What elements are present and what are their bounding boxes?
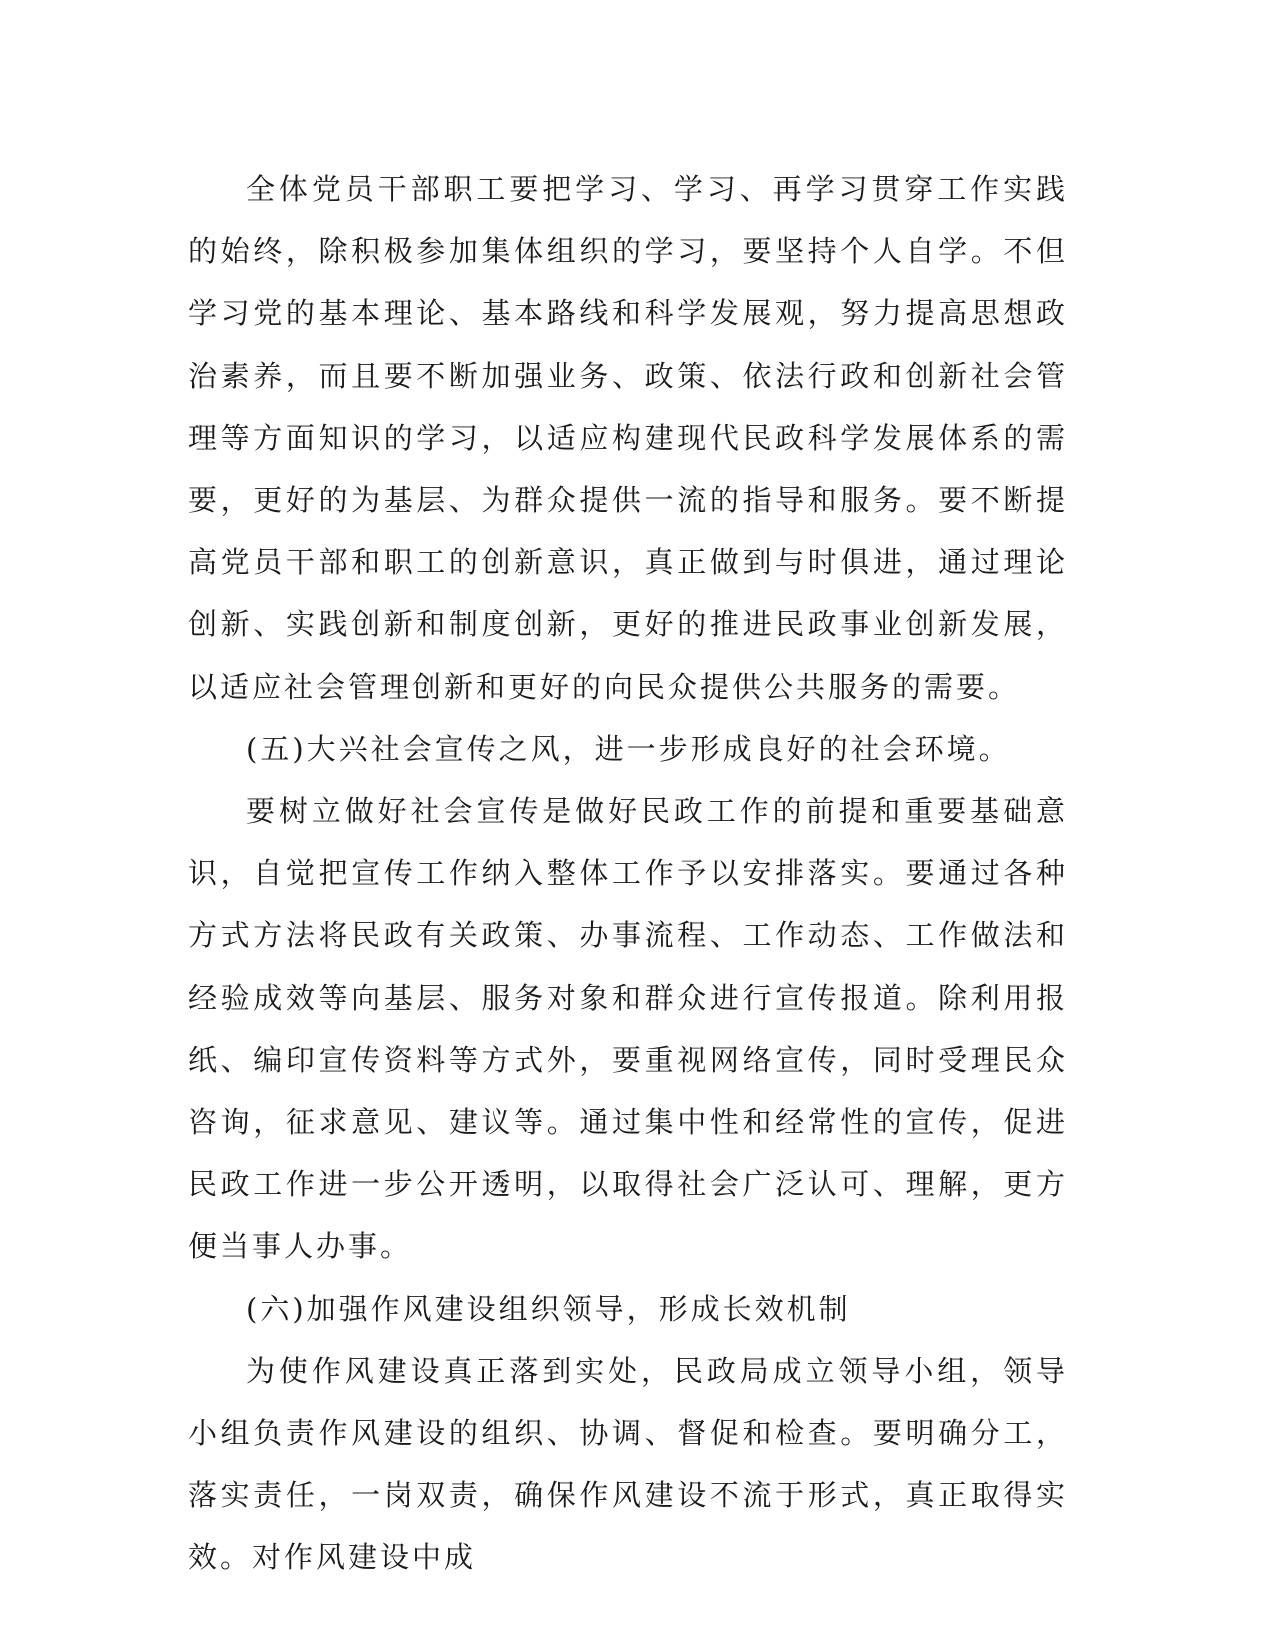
paragraph-study: 全体党员干部职工要把学习、学习、再学习贯穿工作实践的始终，除积极参加集体组织的学习，要坚持个人自学。不但学习党的基本理论、基本路线和科学发展观，努力提高思想政治素养，而且要不断加强业务、政策、依法行政和创新社会管理等方面知识的学习，以适应构建现代民政科学发展体系的需要，更好的为基层、为群众提供一流的指导和服务。要不断提高党员干部和职工的创新意识，真正做到与时俱进，通过理论创新、实践创新和制度创新，更好的推进民政事业创新发展，以适应社会管理创新和更好的向民众提供公共服务的需要。 [188, 172, 1068, 704]
paragraph-leadership: 为使作风建设真正落到实处，民政局成立领导小组，领导小组负责作风建设的组织、协调、督促和检查。要明确分工，落实责任，一岗双责，确保作风建设不流于形式，真正取得实效。对作风建设中成 [188, 1353, 1068, 1575]
section-heading-five: (五)大兴社会宣传之风，进一步形成良好的社会环境。 [246, 731, 1011, 766]
document-body [188, 158, 1068, 1589]
section-heading-six: (六)加强作风建设组织领导，形成长效机制 [246, 1291, 851, 1326]
paragraph-publicity: 要树立做好社会宣传是做好民政工作的前提和重要基础意识，自觉把宣传工作纳入整体工作予以安排落实。要通过各种方式方法将民政有关政策、办事流程、工作动态、工作做法和经验成效等向基层、服务对象和群众进行宣传报道。除利用报纸、编印宣传资料等方式外，要重视网络宣传，同时受理民众咨询，征求意见、建议等。通过集中性和经常性的宣传，促进民政工作进一步公开透明，以取得社会广泛认可、理解，更方便当事人办事。 [188, 794, 1068, 1264]
